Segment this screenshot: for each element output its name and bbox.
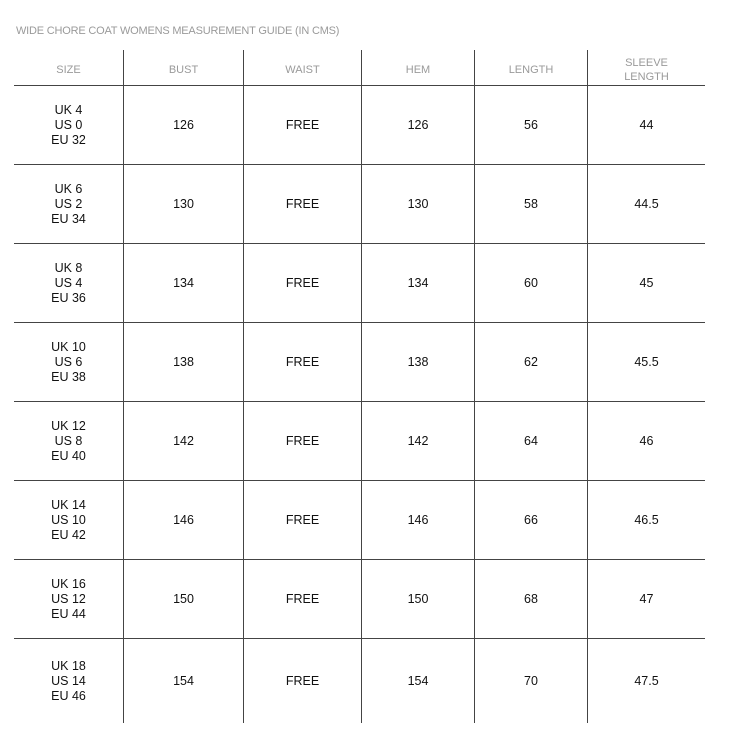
cell-hem: 146 <box>362 481 475 559</box>
cell-hem: 154 <box>362 639 475 723</box>
size-stack <box>51 182 86 227</box>
size-uk: UK 4 <box>54 102 83 117</box>
cell-bust: 154 <box>124 639 244 723</box>
cell-length: 62 <box>475 323 588 401</box>
size-eu: EU 44 <box>51 606 86 621</box>
cell-sleeve-length: 46 <box>639 433 654 448</box>
table-row <box>14 244 705 323</box>
table-row <box>14 560 705 639</box>
cell-size <box>14 165 124 243</box>
cell-bust: 142 <box>124 402 244 480</box>
size-us: US 12 <box>51 591 86 606</box>
cell-bust: 130 <box>124 165 244 243</box>
table-row <box>14 165 705 244</box>
cell-bust: 138 <box>124 323 244 401</box>
table-row <box>14 402 705 481</box>
cell-size <box>14 244 124 322</box>
cell-hem: 130 <box>362 165 475 243</box>
cell-length: 56 <box>475 86 588 164</box>
size-uk: UK 16 <box>51 576 86 591</box>
size-eu: EU 36 <box>51 290 86 305</box>
cell-waist: FREE <box>244 402 362 480</box>
page-title: WIDE CHORE COAT WOMENS MEASUREMENT GUIDE (IN CMS) <box>16 25 340 37</box>
cell-length: 58 <box>475 165 588 243</box>
size-stack <box>51 419 86 464</box>
cell-waist: FREE <box>244 86 362 164</box>
cell-hem: 126 <box>362 86 475 164</box>
cell-size <box>14 86 124 164</box>
size-uk: UK 8 <box>54 260 83 275</box>
header-waist: WAIST <box>244 50 362 85</box>
size-stack <box>51 103 86 148</box>
size-stack <box>51 659 86 704</box>
size-stack <box>51 577 86 622</box>
cell-hem: 150 <box>362 560 475 638</box>
size-uk: UK 12 <box>51 418 86 433</box>
cell-size <box>14 639 124 723</box>
cell-bust: 126 <box>124 86 244 164</box>
cell-size <box>14 481 124 559</box>
cell-length: 60 <box>475 244 588 322</box>
header-sleeve-line1: SLEEVE <box>625 56 668 69</box>
cell-waist: FREE <box>244 323 362 401</box>
size-eu: EU 46 <box>51 688 86 703</box>
header-hem: HEM <box>362 50 475 85</box>
size-us: US 0 <box>54 117 83 132</box>
size-uk: UK 14 <box>51 497 86 512</box>
table-row <box>14 86 705 165</box>
size-eu: EU 34 <box>51 211 86 226</box>
cell-size <box>14 402 124 480</box>
size-stack <box>51 498 86 543</box>
cell-sleeve-length: 45 <box>639 275 654 290</box>
size-eu: EU 38 <box>51 369 86 384</box>
header-sleeve-line2: LENGTH <box>624 70 669 83</box>
cell-size <box>14 323 124 401</box>
size-us: US 8 <box>54 433 83 448</box>
size-uk: UK 6 <box>54 181 83 196</box>
cell-waist: FREE <box>244 481 362 559</box>
cell-length: 64 <box>475 402 588 480</box>
size-uk: UK 10 <box>51 339 86 354</box>
header-length: LENGTH <box>475 50 588 85</box>
size-eu: EU 32 <box>51 132 86 147</box>
cell-sleeve-length: 46.5 <box>634 512 659 527</box>
header-sleeve-length <box>588 50 705 85</box>
size-us: US 6 <box>54 354 83 369</box>
size-eu: EU 40 <box>51 448 86 463</box>
cell-sleeve-length: 47 <box>639 591 654 606</box>
size-uk: UK 18 <box>51 658 86 673</box>
size-eu: EU 42 <box>51 527 86 542</box>
table-row <box>14 639 705 723</box>
table-row <box>14 481 705 560</box>
cell-bust: 134 <box>124 244 244 322</box>
cell-hem: 142 <box>362 402 475 480</box>
size-us: US 10 <box>51 512 86 527</box>
size-stack <box>51 261 86 306</box>
cell-hem: 134 <box>362 244 475 322</box>
size-stack <box>51 340 86 385</box>
cell-sleeve-length: 47.5 <box>634 673 659 688</box>
cell-length: 68 <box>475 560 588 638</box>
measurement-table <box>14 50 705 723</box>
header-size: SIZE <box>14 50 124 85</box>
size-us: US 4 <box>54 275 83 290</box>
header-sleeve-stack <box>624 56 669 84</box>
table-header-row <box>14 50 705 86</box>
cell-bust: 150 <box>124 560 244 638</box>
cell-size <box>14 560 124 638</box>
cell-sleeve-length: 45.5 <box>634 354 659 369</box>
size-us: US 2 <box>54 196 83 211</box>
cell-sleeve-length: 44 <box>639 117 654 132</box>
table-row <box>14 323 705 402</box>
cell-length: 66 <box>475 481 588 559</box>
cell-waist: FREE <box>244 560 362 638</box>
cell-hem: 138 <box>362 323 475 401</box>
cell-waist: FREE <box>244 639 362 723</box>
table-body <box>14 86 705 723</box>
cell-waist: FREE <box>244 165 362 243</box>
header-bust: BUST <box>124 50 244 85</box>
cell-waist: FREE <box>244 244 362 322</box>
cell-bust: 146 <box>124 481 244 559</box>
cell-sleeve-length: 44.5 <box>634 196 659 211</box>
size-us: US 14 <box>51 673 86 688</box>
cell-length: 70 <box>475 639 588 723</box>
